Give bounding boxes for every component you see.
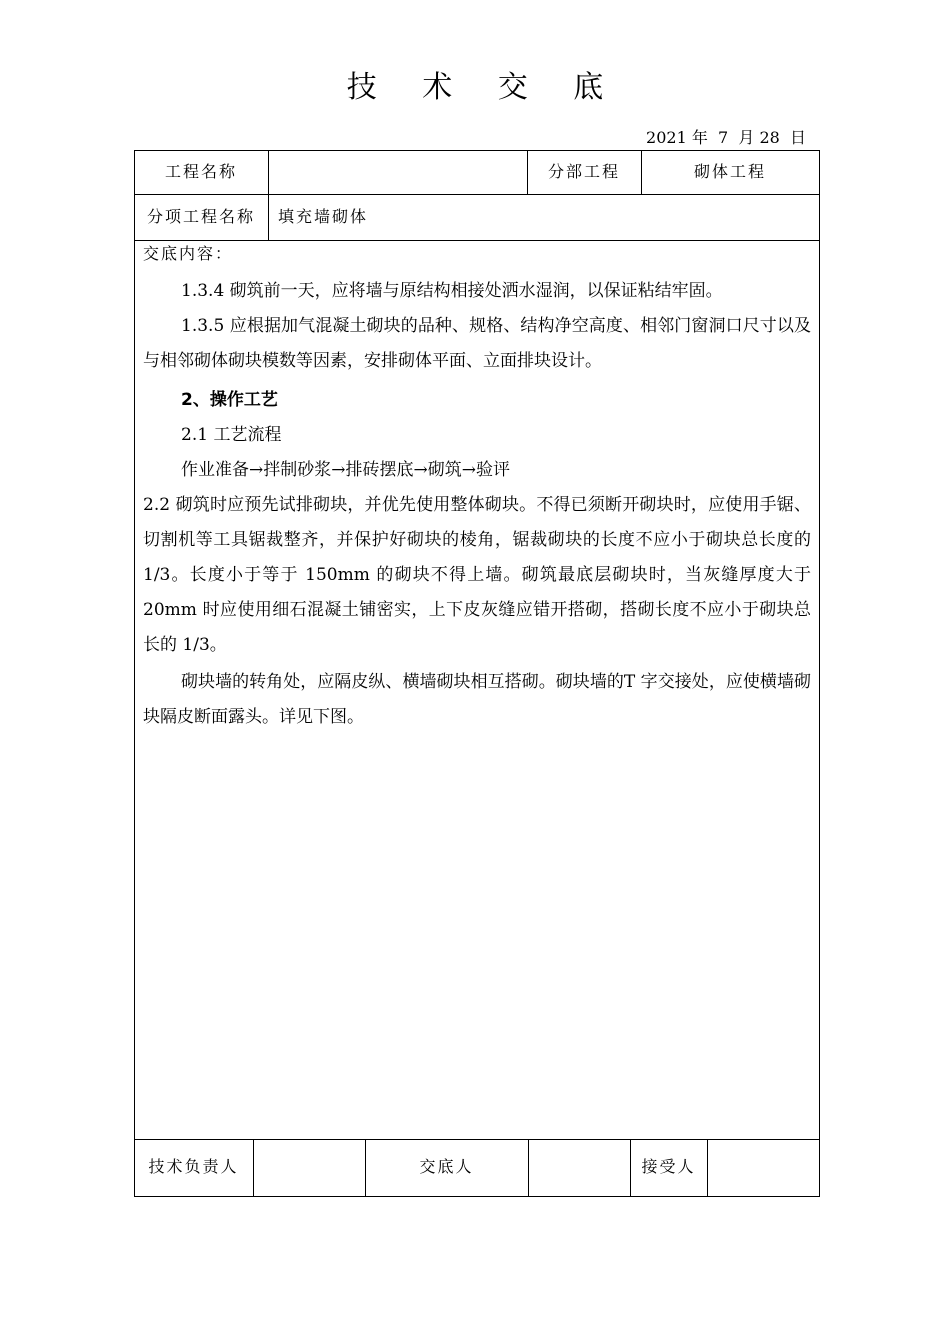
table-border-top	[134, 150, 820, 151]
table-col-divider	[253, 1139, 254, 1197]
content-label: 交底内容：	[143, 244, 234, 263]
table-row-divider	[134, 240, 820, 241]
table-row-divider	[134, 194, 820, 195]
disclosure-content	[143, 242, 811, 735]
paragraph-2-1: 2.1 工艺流程	[181, 425, 282, 445]
table-border-bottom	[134, 1196, 820, 1197]
subitem-label: 分项工程名称	[146, 207, 255, 226]
process-flow: 作业准备→拌制砂浆→排砖摆底→砌筑→验评	[181, 460, 510, 480]
receiver-label: 接受人	[641, 1157, 696, 1176]
paragraph-1-3-5: 1.3.5 应根据加气混凝土砌块的品种、规格、结构净空高度、相邻门窗洞口尺寸以及与相邻砌体砌块模数等因素，安排砌体平面、立面排块设计。	[143, 316, 811, 371]
paragraph-1-3-4: 1.3.4 砌筑前一天，应将墙与原结构相接处洒水湿润，以保证粘结牢固。	[181, 281, 723, 301]
table-border-left	[134, 150, 135, 1197]
table-col-divider	[268, 150, 269, 241]
table-col-divider	[707, 1139, 708, 1197]
document-title: 技 术 交 底	[346, 70, 622, 105]
disclosure-table	[134, 150, 820, 1197]
tech-lead-label: 技术负责人	[148, 1157, 239, 1176]
document-date: 2021 年 7 月 28 日	[646, 128, 806, 147]
subitem-value[interactable]: 填充墙砌体	[278, 207, 369, 226]
paragraph-corner: 砌块墙的转角处，应隔皮纵、横墙砌块相互搭砌。砌块墙的T 字交接处，应使横墙砌块隔皮断面露头。详见下图。	[143, 672, 811, 727]
discloser-label: 交底人	[419, 1157, 474, 1176]
division-value[interactable]: 砌体工程	[693, 162, 766, 181]
table-row-divider	[134, 1139, 820, 1140]
section-heading: 2、操作工艺	[181, 390, 278, 410]
project-name-label: 工程名称	[164, 162, 237, 181]
division-label: 分部工程	[547, 162, 620, 181]
table-col-divider	[528, 1139, 529, 1197]
paragraph-2-2: 2.2 砌筑时应预先试排砌块，并优先使用整体砌块。不得已须断开砌块时，应使用手锯、切割机等工具锯裁整齐，并保护好砌块的棱角，锯裁砌块的长度不应小于砌块总长度的 1/3。长度小于等于 150mm 的砌块不得上墙。砌筑最底层砌块时，当灰缝厚度大于 20mm 时应使用细石混凝土铺密实，上下皮灰缝应错开搭砌，搭砌长度不应小于砌块总长的 1/3。	[143, 495, 811, 655]
table-border-right	[819, 150, 820, 1197]
